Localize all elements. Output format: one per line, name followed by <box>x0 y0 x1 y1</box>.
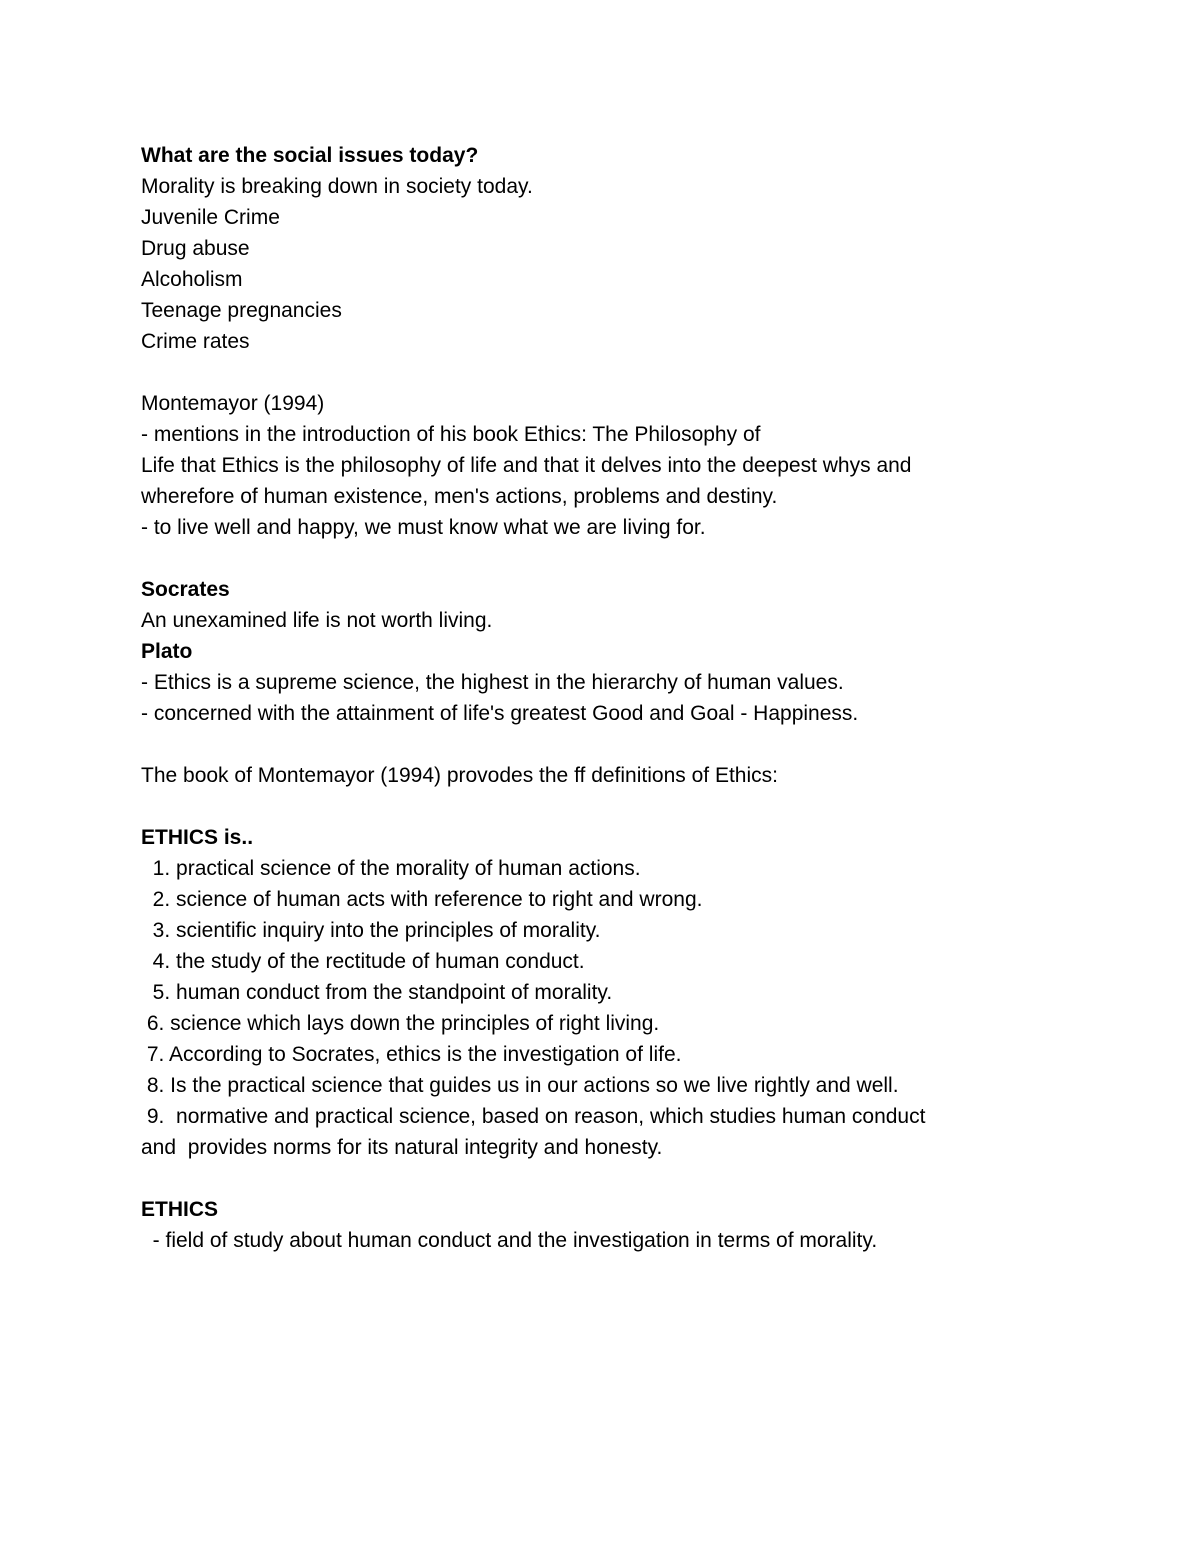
definition-item: 3. scientific inquiry into the principles of morality. <box>141 919 601 942</box>
ethics-definition: - field of study about human conduct and the investigation in terms of morality. <box>141 1229 878 1252</box>
definition-item: 2. science of human acts with reference to right and wrong. <box>141 888 703 911</box>
definition-item: 7. According to Socrates, ethics is the investigation of life. <box>141 1043 682 1066</box>
text-line: - to live well and happy, we must know what we are living for. <box>141 516 706 539</box>
heading-plato: Plato <box>141 640 193 663</box>
heading-ethics-is: ETHICS is.. <box>141 826 254 849</box>
document-page <box>141 140 1061 1256</box>
definition-item-continued: and provides norms for its natural integrity and honesty. <box>141 1136 663 1159</box>
text-line: Drug abuse <box>141 237 250 260</box>
definition-item: 9. normative and practical science, based on reason, which studies human conduct <box>141 1105 926 1128</box>
text-line: - mentions in the introduction of his book Ethics: The Philosophy of <box>141 423 761 446</box>
definition-item: 8. Is the practical science that guides us in our actions so we live rightly and well. <box>141 1074 899 1097</box>
definitions-intro: The book of Montemayor (1994) provodes the ff definitions of Ethics: <box>141 764 778 787</box>
text-line: Alcoholism <box>141 268 243 291</box>
definition-item: 6. science which lays down the principles of right living. <box>141 1012 660 1035</box>
text-line: Life that Ethics is the philosophy of life and that it delves into the deepest whys and <box>141 454 912 477</box>
socrates-quote: An unexamined life is not worth living. <box>141 609 493 632</box>
spacer <box>141 791 1061 822</box>
text-line: - Ethics is a supreme science, the highest in the hierarchy of human values. <box>141 671 844 694</box>
text-line: - concerned with the attainment of life's greatest Good and Goal - Happiness. <box>141 702 859 725</box>
definition-item: 1. practical science of the morality of human actions. <box>141 857 641 880</box>
heading-socrates: Socrates <box>141 578 230 601</box>
spacer <box>141 729 1061 760</box>
spacer <box>141 1163 1061 1194</box>
text-line: Crime rates <box>141 330 250 353</box>
text-line: Juvenile Crime <box>141 206 280 229</box>
text-line: Teenage pregnancies <box>141 299 342 322</box>
text-line: wherefore of human existence, men's actions, problems and destiny. <box>141 485 778 508</box>
definition-item: 4. the study of the rectitude of human conduct. <box>141 950 585 973</box>
definition-item: 5. human conduct from the standpoint of morality. <box>141 981 613 1004</box>
spacer <box>141 543 1061 574</box>
spacer <box>141 357 1061 388</box>
montemayor-heading: Montemayor (1994) <box>141 392 325 415</box>
heading-social-issues: What are the social issues today? <box>141 144 479 167</box>
text-line: Morality is breaking down in society today. <box>141 175 533 198</box>
heading-ethics: ETHICS <box>141 1198 219 1221</box>
